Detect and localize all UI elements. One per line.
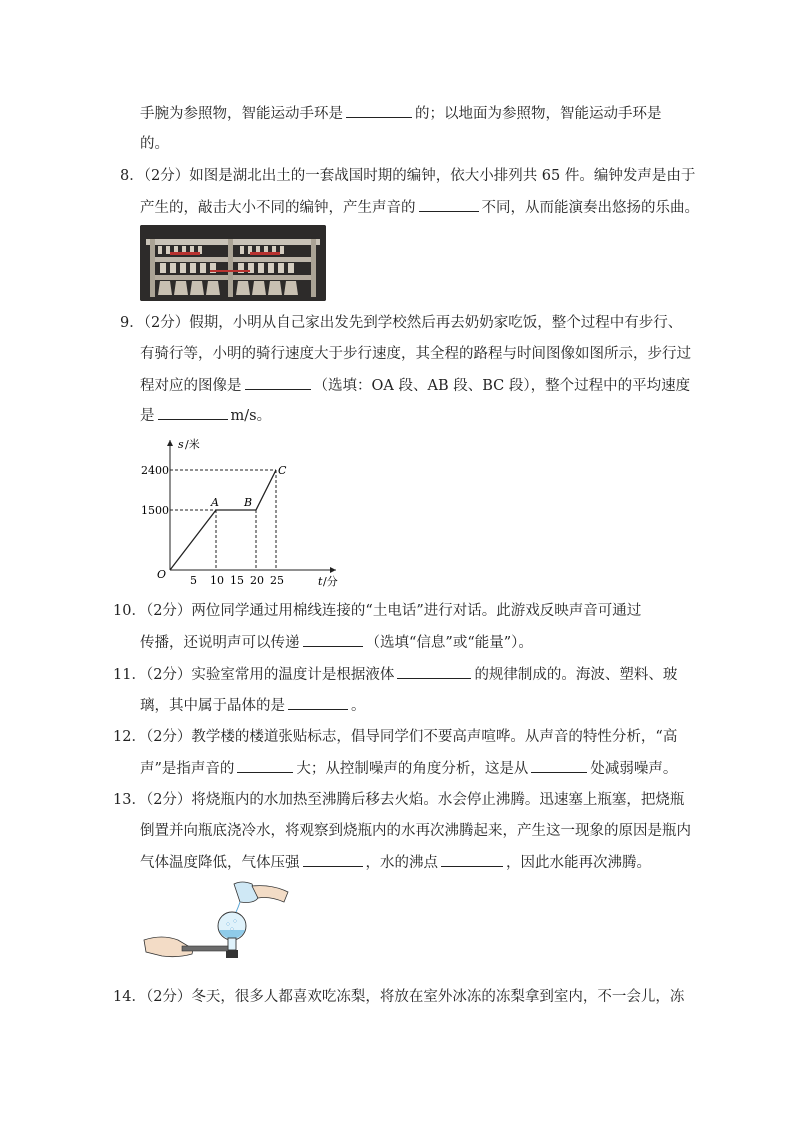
x-tick-5: 5 <box>190 574 197 587</box>
q10-text-c: （选填“信息”或“能量”）。 <box>365 635 533 651</box>
q9-line-4 <box>140 405 271 426</box>
q11-text-a: 11．（2分）实验室常用的温度计是根据液体 <box>113 667 395 683</box>
x-axis-label-unit: /分 <box>323 575 338 588</box>
q11-answer-blank-2[interactable] <box>288 695 348 710</box>
q9-line-1 <box>120 313 682 333</box>
q9-text-f: m/s。 <box>230 408 272 424</box>
y-axis-label-unit: /米 <box>185 438 200 451</box>
q9-text-b: 有骑行等，小明的骑行速度大于步行速度，其全程的路程与时间图像如图所示，步行过 <box>140 346 691 362</box>
q13-answer-blank-2[interactable] <box>441 852 503 867</box>
q13-line-2 <box>140 821 691 841</box>
y-tick-2400: 2400 <box>141 464 169 477</box>
q13-text-a: 13．（2分）将烧瓶内的水加热至沸腾后移去火焰。水会停止沸腾。迅速塞上瓶塞，把烧瓶 <box>113 792 685 808</box>
q13-line-3 <box>140 852 651 873</box>
flask-svg <box>142 880 292 972</box>
q11-text-b: 的规律制成的。海波、塑料、玻 <box>474 667 678 683</box>
q7-text-c: 的。 <box>140 136 169 152</box>
q13-text-e: ，因此水能再次沸腾。 <box>506 855 651 871</box>
x-tick-25: 25 <box>270 574 284 587</box>
q8-text-a: 8．（2分）如图是湖北出土的一套战国时期的编钟，依大小排列共 65 件。编钟发声是由于 <box>120 168 696 184</box>
q12-answer-blank-1[interactable] <box>237 758 293 773</box>
q13-text-c: 气体温度降低，气体压强 <box>140 855 300 871</box>
q13-text-b: 倒置并向瓶底浇冷水，将观察到烧瓶内的水再次沸腾起来，产生这一现象的原因是瓶内 <box>140 823 691 839</box>
q12-text-c: 大；从控制噪声的角度分析，这是从 <box>296 761 529 777</box>
q10-line-2 <box>140 632 533 653</box>
q9-text-d: （选填：OA 段、AB 段、BC 段），整个过程中的平均速度 <box>313 378 691 394</box>
x-tick-15: 15 <box>230 574 244 587</box>
path-line <box>170 470 276 570</box>
q8-line-2 <box>140 197 699 218</box>
q8-line-1 <box>120 166 695 186</box>
q12-text-d: 处减弱噪声。 <box>590 761 678 777</box>
q9-text-c: 程对应的图像是 <box>140 378 242 394</box>
distance-time-graph <box>140 432 340 592</box>
x-axis-label-t: t <box>318 575 323 588</box>
x-tick-20: 20 <box>250 574 264 587</box>
q11-line-1 <box>113 664 677 685</box>
origin-label: O <box>157 568 167 581</box>
q7-text-a: 手腕为参照物，智能运动手环是 <box>140 106 343 122</box>
q9-line-3 <box>140 375 690 396</box>
q14-text-a: 14．（2分）冬天，很多人都喜欢吃冻梨，将放在室外冰冻的冻梨拿到室内，不一会儿，冻 <box>113 989 685 1005</box>
y-axis-label-s: s <box>178 438 184 451</box>
q13-text-d: ，水的沸点 <box>365 855 438 871</box>
q10-text-b: 传播，还说明声可以传递 <box>140 635 300 651</box>
flask-experiment-illustration <box>142 880 292 972</box>
point-c-label: C <box>278 464 287 477</box>
q12-text-b: 声”是指声音的 <box>140 761 235 777</box>
y-tick-1500: 1500 <box>141 504 169 517</box>
q8-text-c: 不同，从而能演奏出悠扬的乐曲。 <box>481 200 699 216</box>
q9-text-e: 是 <box>140 408 155 424</box>
bianzhong-illustration <box>140 225 326 301</box>
q7-end-line <box>140 134 169 154</box>
q9-answer-blank-2[interactable] <box>158 405 228 420</box>
q12-line-1 <box>113 727 677 747</box>
q10-answer-blank[interactable] <box>303 632 363 647</box>
q8-text-b: 产生的，敲击大小不同的编钟，产生声音的 <box>140 200 416 216</box>
q9-text-a: 9．（2分）假期，小明从自己家出发先到学校然后再去奶奶家吃饭，整个过程中有步行、 <box>120 315 683 331</box>
q13-line-1 <box>113 790 684 810</box>
q7-text-b: 的；以地面为参照物，智能运动手环是 <box>415 106 662 122</box>
q9-line-2 <box>140 344 691 364</box>
q9-answer-blank-1[interactable] <box>245 375 311 390</box>
q8-answer-blank[interactable] <box>419 197 479 212</box>
q11-line-2 <box>140 695 366 716</box>
q14-line-1 <box>113 987 684 1007</box>
bianzhong-bells-photo <box>140 225 326 301</box>
point-a-label: A <box>211 496 219 509</box>
q7-continuation-line <box>140 103 662 124</box>
q7-answer-blank-1[interactable] <box>346 103 412 118</box>
q11-text-c: 璃，其中属于晶体的是 <box>140 698 285 714</box>
q13-answer-blank-1[interactable] <box>303 852 363 867</box>
q10-text-a: 10．（2分）两位同学通过用棉线连接的“土电话”进行对话。此游戏反映声音可通过 <box>113 603 642 619</box>
q12-text-a: 12．（2分）教学楼的楼道张贴标志，倡导同学们不要高声喧哗。从声音的特性分析，“高 <box>113 729 678 745</box>
q10-line-1 <box>113 601 641 621</box>
point-b-label: B <box>244 496 253 509</box>
q12-answer-blank-2[interactable] <box>531 758 587 773</box>
q11-text-d: 。 <box>351 698 366 714</box>
x-tick-10: 10 <box>210 574 224 587</box>
q12-line-2 <box>140 758 677 779</box>
q11-answer-blank-1[interactable] <box>397 664 471 679</box>
graph-svg <box>140 432 340 592</box>
